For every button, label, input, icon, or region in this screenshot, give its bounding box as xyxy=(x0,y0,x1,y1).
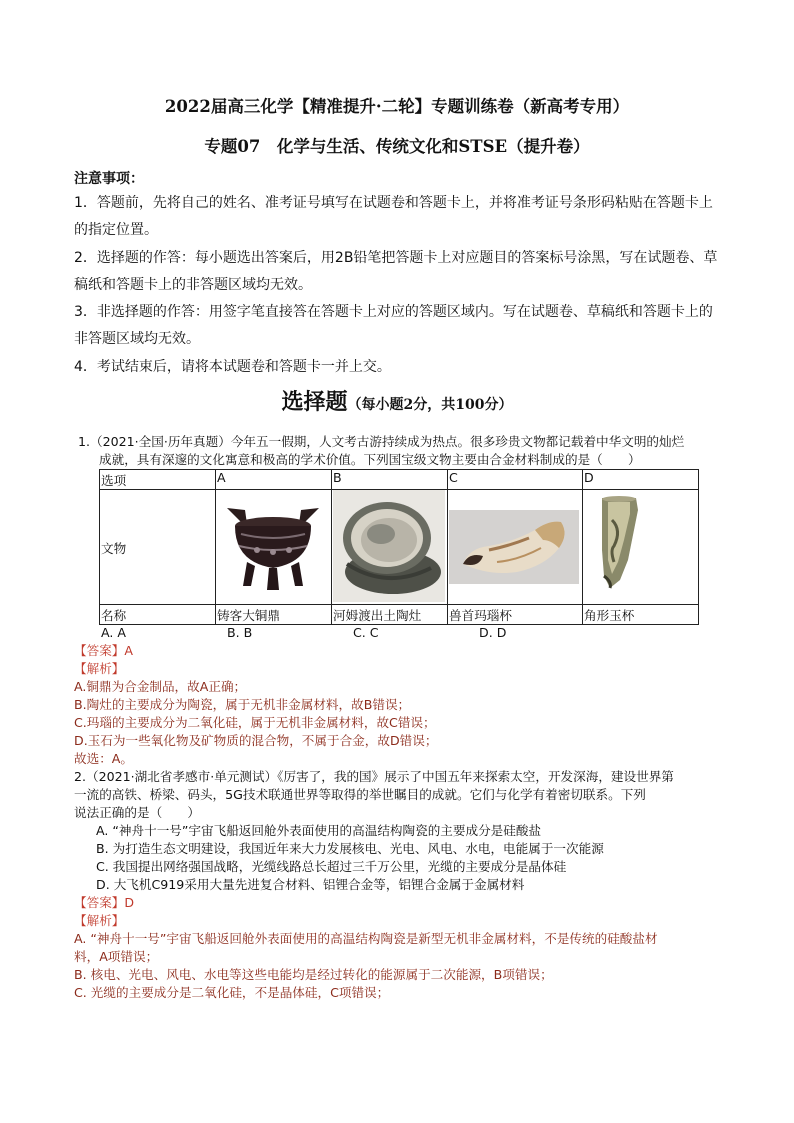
table-row-label: 文物 xyxy=(100,490,216,605)
artifact-cell-a xyxy=(216,490,332,605)
question-1-analysis-d: D.玉石为一些氧化物及矿物质的混合物，不属于合金，故D错误； xyxy=(74,733,438,748)
question-1-answer-block xyxy=(74,642,724,768)
question-1-choices xyxy=(101,625,579,640)
question-1-analysis-a: A.铜鼎为合金制品，故A正确； xyxy=(74,679,247,694)
question-2-analysis-b: B. 核电、光电、风电、水电等这些电能均是经过转化的能源属于二次能源，B项错误； xyxy=(74,967,553,982)
artifact-name-b: 河姆渡出土陶灶 xyxy=(332,605,448,625)
artifact-name-c: 兽首玛瑙杯 xyxy=(448,605,583,625)
table-option-b: B xyxy=(332,470,448,490)
question-1-line-1: 1.（2021·全国·历年真题）今年五一假期，人文考古游持续成为热点。很多珍贵文物都记载着中华文明的灿烂 xyxy=(78,434,685,449)
question-1-answer: 【答案】A xyxy=(74,643,133,658)
question-2-answer: 【答案】D xyxy=(74,895,135,910)
question-1-line-2: 成就，具有深邃的文化寓意和极高的学术价值。下列国宝级文物主要由合金材料制成的是（ ） xyxy=(99,452,641,467)
notice-heading: 注意事项： xyxy=(74,171,144,187)
pottery-stove-icon xyxy=(333,490,445,602)
question-2-option-d[interactable]: D. 大飞机C919采用大量先进复合材料、铝锂合金等，铝锂合金属于金属材料 xyxy=(96,877,525,892)
question-2-analysis-heading: 【解析】 xyxy=(74,913,125,928)
artifact-cell-d xyxy=(583,490,699,605)
document-subtitle: 专题07 化学与生活、传统文化和STSE（提升卷） xyxy=(204,137,590,156)
question-2-option-a[interactable]: A. “神舟十一号”宇宙飞船返回舱外表面使用的高温结构陶瓷的主要成分是硅酸盐 xyxy=(96,823,542,838)
section-note: （每小题2分，共100分） xyxy=(347,397,513,413)
artifact-name-a: 铸客大铜鼎 xyxy=(216,605,332,625)
bronze-ding-icon xyxy=(217,490,329,602)
question-2-analysis-c: C. 光缆的主要成分是二氧化硅，不是晶体硅，C项错误； xyxy=(74,985,390,1000)
jade-horn-cup-icon xyxy=(584,490,696,602)
question-1-analysis-heading: 【解析】 xyxy=(74,661,125,676)
question-2-option-c[interactable]: C. 我国提出网络强国战略，光缆线路总长超过三千万公里，光缆的主要成分是晶体硅 xyxy=(96,859,567,874)
question-1-analysis-c: C.玛瑙的主要成分为二氧化硅，属于无机非金属材料，故C错误； xyxy=(74,715,436,730)
table-option-c: C xyxy=(448,470,583,490)
question-1-stem xyxy=(78,433,723,469)
question-2-block xyxy=(74,768,724,1002)
table-option-a: A xyxy=(216,470,332,490)
notice-item-2: 2．选择题的作答：每小题选出答案后，用2B铅笔把答题卡上对应题目的答案标号涂黑，写在试题卷、草稿纸和答题卡上的非答题区域均无效。 xyxy=(74,250,718,293)
artifact-cell-b xyxy=(332,490,448,605)
question-1-conclusion: 故选：A。 xyxy=(74,751,133,766)
table-row-label: 选项 xyxy=(100,470,216,490)
question-2-analysis-a2: 料，A项错误； xyxy=(74,949,159,964)
question-2-line-3: 说法正确的是（ ） xyxy=(74,805,200,820)
choice-a[interactable]: A. A xyxy=(101,625,127,640)
notice-item-1: 1．答题前，先将自己的姓名、准考证号填写在试题卷和答题卡上，并将准考证号条形码粘贴在答题卡上的指定位置。 xyxy=(74,195,713,238)
document-title: 2022届高三化学【精准提升·二轮】专题训练卷（新高考专用） xyxy=(164,97,630,116)
section-heading xyxy=(0,385,794,416)
artifact-cell-c xyxy=(448,490,583,605)
question-2-line-2: 一流的高铁、桥梁、码头，5G技术联通世界等取得的举世瞩目的成就。它们与化学有着密切联系。下列 xyxy=(74,787,646,802)
choice-d[interactable]: D. D xyxy=(479,625,507,640)
question-1-analysis-b: B.陶灶的主要成分为陶瓷，属于无机非金属材料，故B错误； xyxy=(74,697,411,712)
question-2-option-b[interactable]: B. 为打造生态文明建设，我国近年来大力发展核电、光电、风电、水电，电能属于一次能源 xyxy=(96,841,604,856)
notice-item-4: 4．考试结束后，请将本试题卷和答题卡一并上交。 xyxy=(74,359,391,375)
choice-c[interactable]: C. C xyxy=(353,625,379,640)
question-2-analysis-a1: A. “神舟十一号”宇宙飞船返回舱外表面使用的高温结构陶瓷是新型无机非金属材料，不是传统的硅酸盐材 xyxy=(74,931,658,946)
choice-b[interactable]: B. B xyxy=(227,625,253,640)
table-option-d: D xyxy=(583,470,699,490)
table-row-label: 名称 xyxy=(100,605,216,625)
artifact-name-d: 角形玉杯 xyxy=(583,605,699,625)
question-2-line-1: 2.（2021·湖北省孝感市·单元测试）《厉害了，我的国》展示了中国五年来探索太空，开发深海，建设世界第 xyxy=(74,769,674,784)
agate-cup-icon xyxy=(449,490,579,602)
question-1-table xyxy=(99,469,699,625)
section-title: 选择题 xyxy=(281,389,348,415)
notice-item-3: 3．非选择题的作答：用签字笔直接答在答题卡上对应的答题区域内。写在试题卷、草稿纸和答题卡上的非答题区域均无效。 xyxy=(74,304,713,347)
